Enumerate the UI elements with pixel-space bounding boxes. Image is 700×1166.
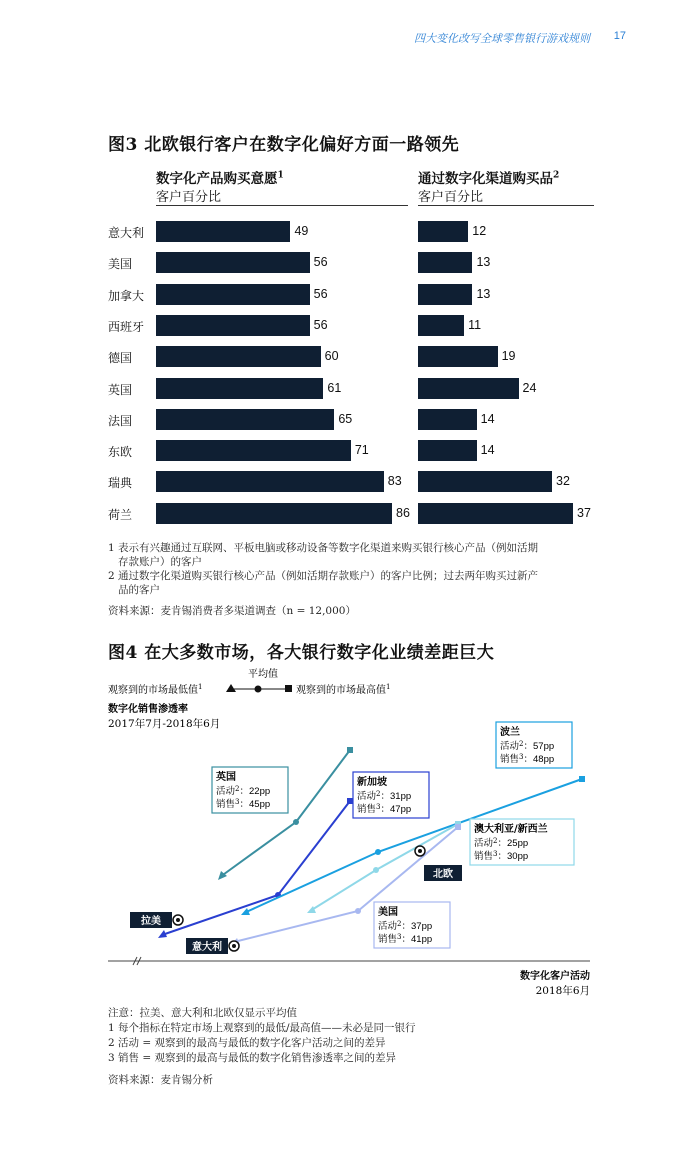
singapore-callout-activity: 活动$^2$：31pp bbox=[357, 790, 412, 802]
left-bar bbox=[156, 346, 321, 367]
singapore-max-marker bbox=[347, 798, 353, 804]
figure3-note-1b: 存款账户）的客户 bbox=[118, 556, 202, 568]
left-bar-value: 49 bbox=[294, 224, 309, 238]
right-bar bbox=[418, 471, 552, 492]
left-bar bbox=[156, 315, 310, 336]
figure4-title: 图4 在大多数市场，各大银行数字化业绩差距巨大 bbox=[108, 643, 495, 663]
poland-callout-sales: 销售$^3$：48pp bbox=[500, 753, 555, 765]
figure4-note-3: 3 销售 = 观察到的最高与最低的数字化销售渗透率之间的差异 bbox=[108, 1052, 396, 1064]
uk-callout-sales: 销售$^3$：45pp bbox=[216, 798, 271, 810]
marker-nordics bbox=[415, 846, 462, 881]
y-axis-title: 数字化销售渗透率 bbox=[108, 704, 188, 715]
left-bar bbox=[156, 440, 351, 461]
legend-dot-icon bbox=[255, 686, 262, 693]
right-bar bbox=[418, 315, 464, 336]
figure3-note-1a: 1 表示有兴趣通过互联网、平板电脑或移动设备等数字化渠道来购买银行核心产品（例如活期 bbox=[108, 542, 539, 554]
italy-label: 意大利 bbox=[192, 942, 222, 953]
running-header: 四大变化改写全球零售银行游戏规则 bbox=[414, 32, 590, 45]
x-axis-subtitle: 2018年6月 bbox=[535, 985, 590, 997]
singapore-line bbox=[162, 801, 350, 935]
category-label: 加拿大 bbox=[108, 288, 145, 303]
figure3-source: 资料来源：麦肯锡消费者多渠道调查（n = 12,000） bbox=[108, 605, 356, 617]
right-bar-value: 37 bbox=[577, 505, 591, 520]
figure4-note-1: 1 每个指标在特定市场上观察到的最低/最高值——未必是同一银行 bbox=[108, 1022, 416, 1034]
callout-us bbox=[374, 902, 450, 948]
left-bar-value: 56 bbox=[313, 286, 328, 301]
uk-max-marker bbox=[347, 747, 353, 753]
uk-avg-marker bbox=[293, 819, 299, 825]
legend-triangle-icon bbox=[226, 684, 236, 692]
left-bar-value: 56 bbox=[313, 255, 328, 270]
figure4-note-2: 2 活动 = 观察到的最高与最低的数字化客户活动之间的差异 bbox=[108, 1037, 386, 1049]
right-bar-value: 12 bbox=[472, 224, 487, 238]
figure4-note-0: 注意：拉美、意大利和北欧仅显示平均值 bbox=[108, 1007, 297, 1019]
right-panel-header: 通过数字化渠道购买品$^2$ bbox=[418, 170, 560, 187]
category-label: 德国 bbox=[108, 351, 133, 366]
callout-australia-nz bbox=[470, 819, 574, 865]
right-bar-value: 14 bbox=[480, 443, 495, 458]
singapore-callout-sales: 销售$^3$：47pp bbox=[357, 803, 412, 815]
right-bar-value: 14 bbox=[480, 411, 495, 426]
category-label: 美国 bbox=[108, 257, 133, 272]
right-bar-value: 11 bbox=[468, 317, 482, 332]
latam-label: 拉美 bbox=[141, 916, 161, 927]
us-callout-sales: 销售$^3$：41pp bbox=[378, 933, 433, 945]
figure3-note-2a: 2 通过数字化渠道购买银行核心产品（例如活期存款账户）的客户比例；过去两年购买过新产 bbox=[108, 570, 539, 582]
left-bar-value: 86 bbox=[396, 505, 410, 520]
us-callout-activity: 活动$^2$：37pp bbox=[378, 920, 433, 932]
category-label: 荷兰 bbox=[108, 507, 133, 522]
singapore-min-marker bbox=[158, 930, 167, 938]
legend-min-label: 观察到的市场最低值$^1$ bbox=[108, 683, 203, 696]
left-bar-value: 65 bbox=[338, 411, 353, 426]
aunz-callout-sales: 销售$^3$：30pp bbox=[474, 850, 529, 862]
marker-latam bbox=[130, 912, 183, 928]
aunz-callout-title: 澳大利亚/新西兰 bbox=[474, 824, 548, 835]
left-panel-header: 数字化产品购买意愿$^1$ bbox=[156, 170, 284, 187]
figure4-notes bbox=[108, 1006, 628, 1066]
uk-callout-title: 英国 bbox=[216, 772, 236, 783]
us-max-marker bbox=[455, 824, 461, 830]
marker-italy bbox=[186, 938, 239, 954]
left-bar bbox=[156, 471, 384, 492]
left-bar-value: 71 bbox=[354, 443, 369, 458]
us-callout-title: 美国 bbox=[378, 907, 398, 918]
category-label: 瑞典 bbox=[108, 476, 133, 491]
left-bar bbox=[156, 252, 310, 273]
right-bar bbox=[418, 503, 573, 524]
right-panel-subheader: 客户百分比 bbox=[418, 190, 484, 205]
category-label: 法国 bbox=[108, 413, 133, 428]
figure3-title: 图3 北欧银行客户在数字化偏好方面一路领先 bbox=[108, 135, 460, 155]
aunz-avg-marker bbox=[373, 867, 379, 873]
right-bar-value: 32 bbox=[556, 474, 570, 489]
category-label: 东欧 bbox=[108, 445, 133, 460]
category-label: 意大利 bbox=[108, 226, 145, 240]
nordics-label: 北欧 bbox=[433, 869, 453, 880]
right-bar bbox=[418, 346, 498, 367]
right-panel-rule bbox=[418, 205, 594, 206]
left-panel-rule bbox=[156, 205, 408, 206]
x-axis-title: 数字化客户活动 bbox=[520, 971, 590, 982]
us-avg-marker bbox=[355, 908, 361, 914]
left-bar-value: 83 bbox=[387, 474, 402, 489]
right-bar bbox=[418, 409, 477, 430]
right-bar-value: 13 bbox=[476, 286, 491, 301]
poland-callout-activity: 活动$^2$：57pp bbox=[500, 740, 555, 752]
poland-callout-title: 波兰 bbox=[500, 727, 520, 738]
aunz-callout-activity: 活动$^2$：25pp bbox=[474, 837, 529, 849]
poland-max-marker bbox=[579, 776, 585, 782]
legend-max-label: 观察到的市场最高值$^1$ bbox=[296, 683, 391, 696]
y-axis-subtitle: 2017年7月-2018年6月 bbox=[108, 718, 221, 730]
callout-poland bbox=[496, 722, 572, 768]
right-bar bbox=[418, 378, 519, 399]
category-label: 西班牙 bbox=[108, 319, 145, 334]
legend-average-label: 平均值 bbox=[248, 669, 278, 680]
page-number: 17 bbox=[613, 30, 626, 42]
left-bar bbox=[156, 284, 310, 305]
right-bar bbox=[418, 221, 468, 242]
left-bar bbox=[156, 503, 392, 524]
right-bar-value: 19 bbox=[501, 349, 516, 364]
figure4-source: 资料来源：麦肯锡分析 bbox=[108, 1074, 213, 1086]
callout-singapore bbox=[353, 772, 429, 818]
figure4-chart bbox=[100, 664, 600, 1004]
right-bar bbox=[418, 252, 472, 273]
left-bar-value: 61 bbox=[327, 380, 342, 395]
singapore-callout-title: 新加坡 bbox=[357, 777, 387, 788]
left-bar bbox=[156, 409, 334, 430]
poland-avg-marker bbox=[375, 849, 381, 855]
right-bar bbox=[418, 440, 477, 461]
figure3-notes bbox=[108, 541, 628, 597]
right-bar-value: 13 bbox=[476, 255, 491, 270]
category-label: 英国 bbox=[108, 382, 133, 397]
legend-square-icon bbox=[285, 685, 292, 692]
left-panel-subheader: 客户百分比 bbox=[156, 190, 222, 205]
series-singapore bbox=[158, 798, 353, 938]
left-bar-value: 56 bbox=[313, 317, 328, 332]
left-bar bbox=[156, 378, 323, 399]
uk-callout-activity: 活动$^2$：22pp bbox=[216, 785, 271, 797]
left-bar bbox=[156, 221, 290, 242]
right-bar bbox=[418, 284, 472, 305]
right-bar-value: 24 bbox=[522, 380, 537, 395]
callout-uk bbox=[212, 767, 288, 813]
figure3-note-2b: 品的客户 bbox=[118, 584, 160, 596]
left-bar-value: 60 bbox=[324, 349, 339, 364]
